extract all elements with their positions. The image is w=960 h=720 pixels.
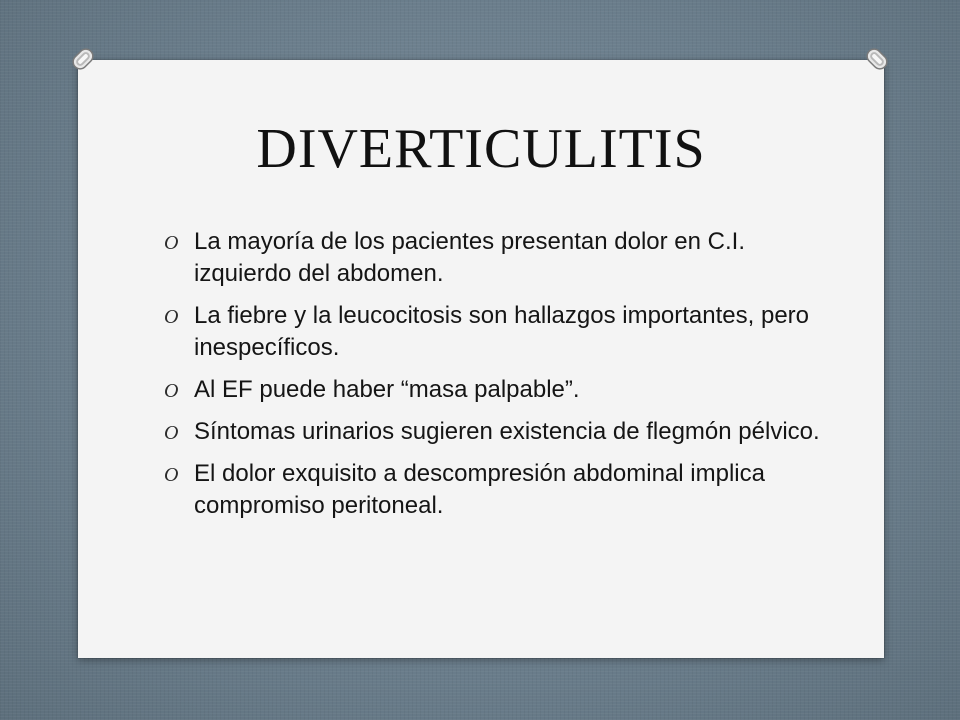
bullet-text: Síntomas urinarios sugieren existencia de flegmón pélvico. (194, 418, 820, 445)
bullet-text: La mayoría de los pacientes presentan dolor en C.I. izquierdo del abdomen. (194, 228, 745, 287)
pin-right-icon (860, 42, 894, 76)
bullet-item (164, 416, 844, 448)
bullet-marker-icon: O (164, 422, 179, 444)
bullet-text: La fiebre y la leucocitosis son hallazgos importantes, pero inespecíficos. (194, 302, 809, 361)
bullet-item (164, 300, 844, 364)
bullet-marker-icon: O (164, 232, 179, 254)
bullet-list (164, 226, 844, 532)
slide-title: DIVERTICULITIS (256, 118, 706, 180)
pin-left-icon (66, 42, 100, 76)
bullet-item (164, 458, 844, 522)
bullet-item (164, 226, 844, 290)
bullet-marker-icon: O (164, 464, 179, 486)
bullet-text: El dolor exquisito a descompresión abdominal implica compromiso peritoneal. (194, 460, 765, 519)
bullet-marker-icon: O (164, 306, 179, 328)
bullet-marker-icon: O (164, 380, 179, 402)
bullet-text: Al EF puede haber “masa palpable”. (194, 376, 580, 403)
bullet-item (164, 374, 844, 406)
